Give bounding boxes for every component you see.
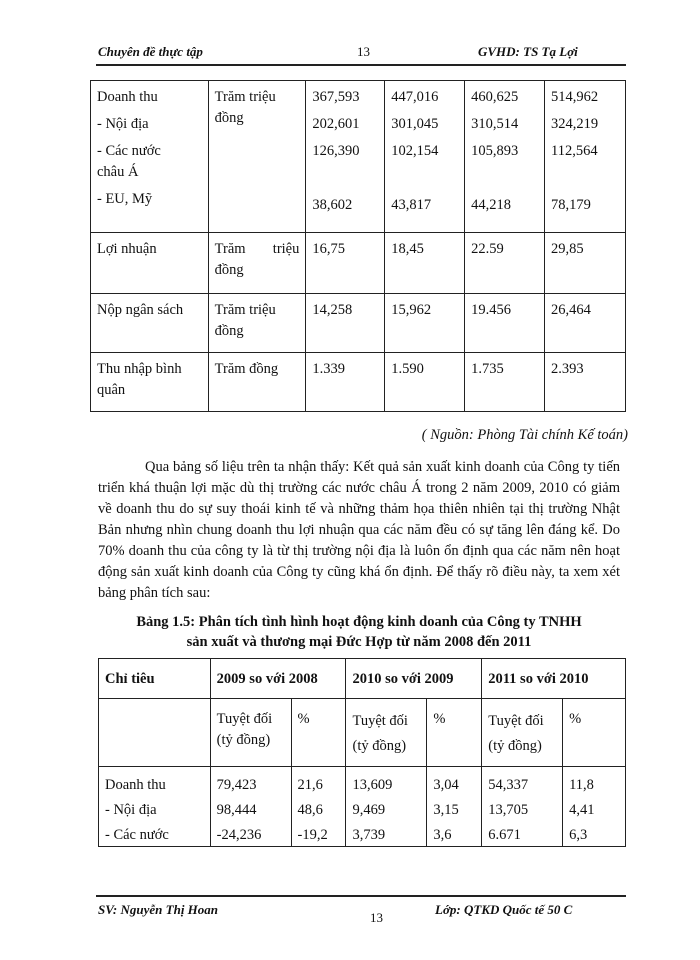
business-results-table — [90, 80, 626, 412]
value-cell: 29,85 — [545, 233, 626, 294]
header-indicator: Chỉ tiêu — [99, 659, 211, 699]
empty-cell — [99, 699, 211, 767]
footer-rule — [96, 895, 626, 897]
table-row — [91, 353, 626, 412]
value-cell: 15,962 — [385, 294, 465, 353]
unit-cell: Trăm triệu đồng — [208, 233, 306, 294]
header-absolute: Tuyệt đối (tỷ đồng) — [210, 699, 291, 767]
value-cell: 54,337 13,705 6.671 — [482, 767, 563, 847]
source-note: ( Nguồn: Phòng Tài chính Kế toán) — [421, 427, 628, 443]
header-group: 2011 so với 2010 — [482, 659, 626, 699]
table-header-row — [99, 659, 626, 699]
table-row — [91, 294, 626, 353]
value-cell: 22.59 — [465, 233, 545, 294]
footer-class: Lớp: QTKD Quốc tế 50 C — [435, 902, 573, 917]
value-cell: 2.393 — [545, 353, 626, 412]
row-label: Doanh thu - Nội địa - Các nước châu Á - EU, Mỹ — [91, 81, 209, 233]
value-cell: 514,962 324,219 112,564 78,179 — [545, 81, 626, 233]
row-labels: Doanh thu - Nội địa - Các nước — [99, 767, 211, 847]
table-row — [91, 233, 626, 294]
value-cell: 16,75 — [306, 233, 385, 294]
value-cell: 13,609 9,469 3,739 — [346, 767, 427, 847]
value-cell: 1.590 — [385, 353, 465, 412]
value-cell: 21,6 48,6 -19,2 — [291, 767, 346, 847]
header-rule — [96, 64, 626, 66]
row-label: Nộp ngân sách — [91, 294, 209, 353]
footer-student: SV: Nguyễn Thị Hoan — [98, 902, 219, 917]
table-row — [91, 81, 626, 233]
unit-cell: Trăm triệu đồng — [208, 81, 306, 233]
header-right: GVHD: TS Tạ Lợi — [478, 44, 578, 59]
value-cell: 3,04 3,15 3,6 — [427, 767, 482, 847]
value-cell: 11,8 4,41 6,3 — [563, 767, 626, 847]
value-cell: 18,45 — [385, 233, 465, 294]
value-cell: 1.735 — [465, 353, 545, 412]
value-cell: 1.339 — [306, 353, 385, 412]
business-analysis-table — [98, 658, 626, 847]
row-label: Lợi nhuận — [91, 233, 209, 294]
value-cell: 460,625 310,514 105,893 44,218 — [465, 81, 545, 233]
value-cell: 447,016 301,045 102,154 43,817 — [385, 81, 465, 233]
header-absolute: Tuyệt đối (tỷ đồng) — [346, 699, 427, 767]
header-absolute: Tuyệt đối (tỷ đồng) — [482, 699, 563, 767]
header-page-number: 13 — [357, 44, 370, 59]
footer-page-number: 13 — [370, 910, 383, 925]
header-left: Chuyên đề thực tập — [98, 44, 203, 59]
row-label: Thu nhập bình quân — [91, 353, 209, 412]
header-group: 2009 so với 2008 — [210, 659, 346, 699]
value-cell: 14,258 — [306, 294, 385, 353]
header-group: 2010 so với 2009 — [346, 659, 482, 699]
value-cell: 26,464 — [545, 294, 626, 353]
analysis-paragraph: Qua bảng số liệu trên ta nhận thấy: Kết quả sản xuất kinh doanh của Công ty tiến triển khá thuận lợi mặc dù thị trường các nước châu Á trong 2 năm 2009, 2010 có giảm về doanh thu do sự suy thoái kinh tế và những thảm họa thiên nhiên tại thị trường Nhật Bản nhưng nhìn chung doanh thu lợi nhuận qua các năm đều có sự tăng lên đáng kể. Do 70% doanh thu của công ty là từ thị trường nội địa là luôn ổn định qua các năm nên hoạt động sản xuất kinh doanh của Công ty cũng khá ổn định. Để thấy rõ điều này, ta xem xét bảng phân tích sau: — [98, 459, 620, 601]
header-percent: % — [291, 699, 346, 767]
value-cell: 367,593 202,601 126,390 38,602 — [306, 81, 385, 233]
unit-cell: Trăm triệu đồng — [208, 294, 306, 353]
header-percent: % — [563, 699, 626, 767]
table-caption: Bảng 1.5: Phân tích tình hình hoạt động kinh doanh của Công ty TNHH sản xuất và thương mại Đức Hợp từ năm 2008 đến 2011 — [136, 614, 582, 650]
value-cell: 79,423 98,444 -24,236 — [210, 767, 291, 847]
value-cell: 19.456 — [465, 294, 545, 353]
table-subheader-row — [99, 699, 626, 767]
header-percent: % — [427, 699, 482, 767]
table-body-row — [99, 767, 626, 847]
unit-cell: Trăm đồng — [208, 353, 306, 412]
